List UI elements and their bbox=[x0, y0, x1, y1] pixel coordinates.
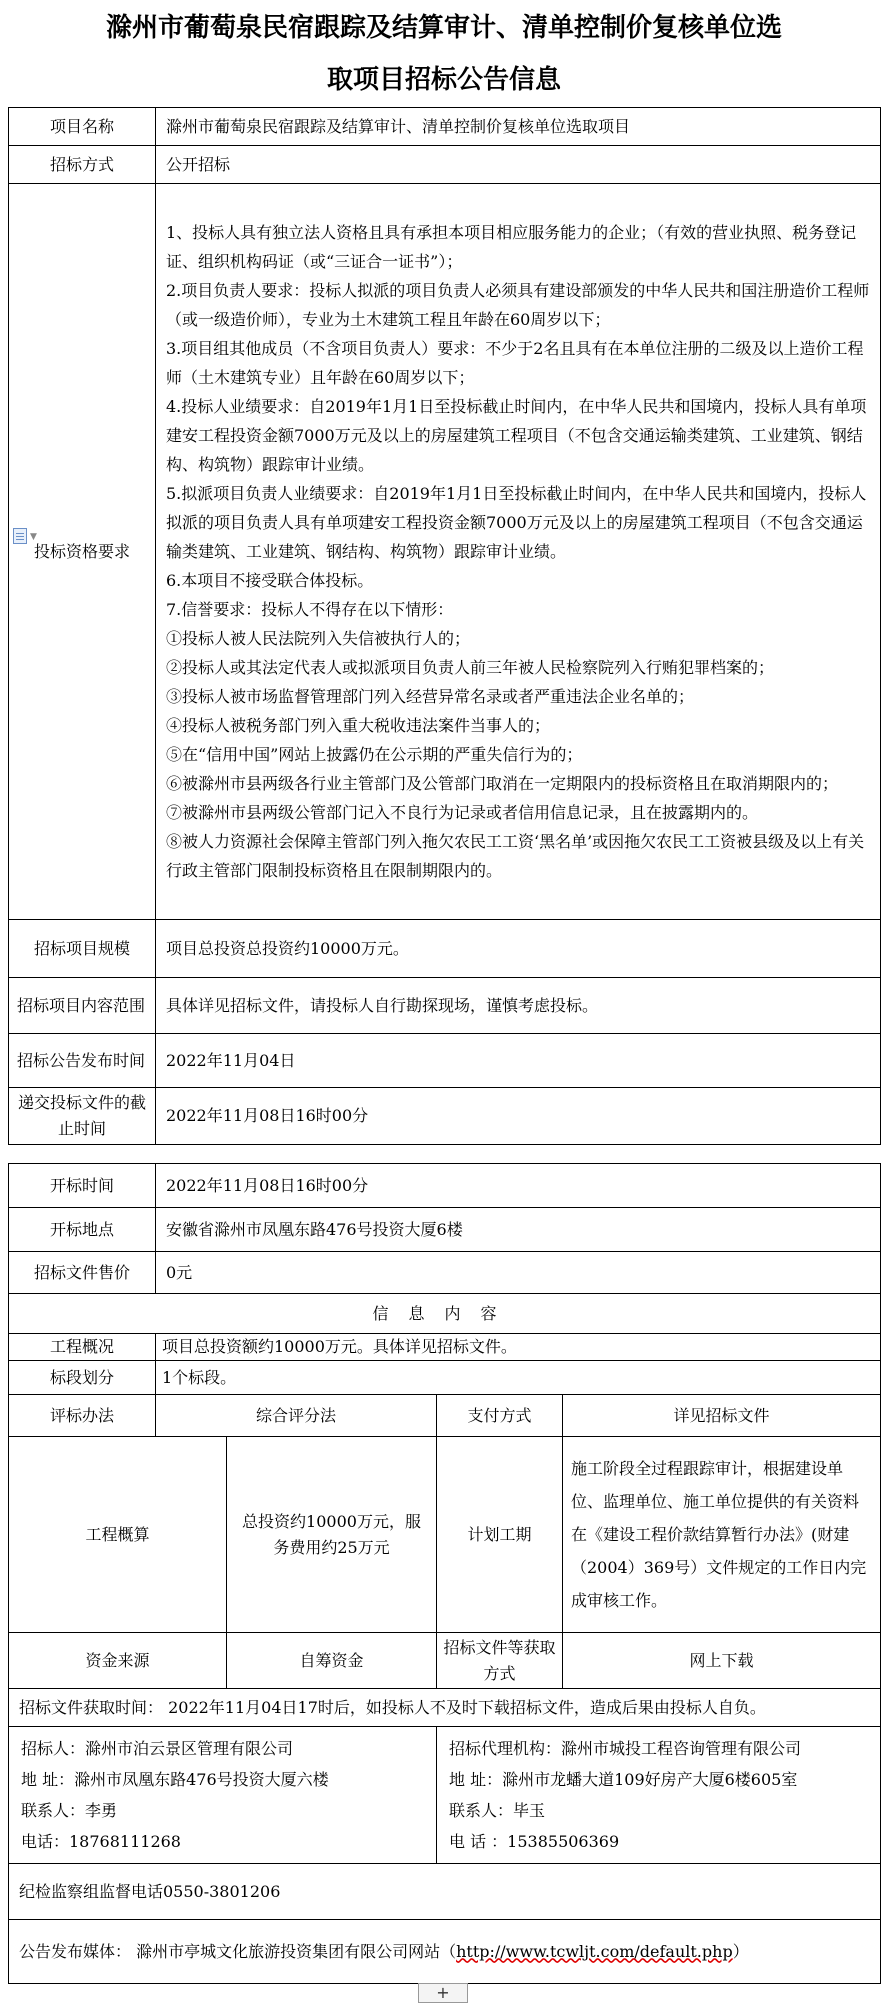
qual-item: 3.项目组其他成员（不含项目负责人）要求：不少于2名且具有在本单位注册的二级及以上造价工程师（土木建筑专业）且年龄在60周岁以下； bbox=[166, 339, 864, 387]
qual-item: ⑦被滁州市县两级公管部门记入不良行为记录或者信用信息记录，且在披露期内的。 bbox=[166, 803, 759, 822]
document-icon[interactable] bbox=[13, 528, 27, 544]
publish-time-label: 招标公告发布时间 bbox=[9, 1034, 156, 1088]
scope-label: 招标项目内容范围 bbox=[9, 978, 156, 1034]
method-label: 招标方式 bbox=[9, 146, 156, 184]
qualification-requirements bbox=[156, 184, 881, 920]
price-value: 0元 bbox=[156, 1252, 881, 1294]
qualification-label: 投标资格要求 bbox=[9, 184, 156, 920]
pay-label: 支付方式 bbox=[437, 1395, 563, 1437]
qual-item: ①投标人被人民法院列入失信被执行人的； bbox=[166, 629, 471, 648]
tenderer-phone: 电话：18768111268 bbox=[21, 1832, 181, 1851]
open-place-value: 安徽省滁州市凤凰东路476号投资大厦6楼 bbox=[156, 1208, 881, 1252]
fund-label: 资金来源 bbox=[9, 1633, 227, 1689]
supervision-phone: 纪检监察组监督电话0550-3801206 bbox=[9, 1864, 881, 1920]
scale-value: 项目总投资总投资约10000万元。 bbox=[156, 920, 881, 978]
qual-item: ③投标人被市场监督管理部门列入经营异常名录或者严重违法企业名单的； bbox=[166, 687, 695, 706]
tenderer-address: 地 址：滁州市凤凰东路476号投资大厦六楼 bbox=[21, 1770, 329, 1789]
tenderer-contact: 联系人：李勇 bbox=[21, 1801, 118, 1820]
title-line-1: 滁州市葡萄泉民宿跟踪及结算审计、清单控制价复核单位选 bbox=[105, 13, 782, 43]
opening-info-table bbox=[8, 1163, 881, 1984]
qual-item: 2.项目负责人要求：投标人拟派的项目负责人必须具有建设部颁发的中华人民共和国注册造价工程师（或一级造价师），专业为土木建筑工程且年龄在60周岁以下； bbox=[166, 281, 870, 329]
deadline-label: 递交投标文件的截止时间 bbox=[9, 1088, 156, 1145]
sections-value: 1个标段。 bbox=[156, 1361, 881, 1395]
qual-item: ⑤在“信用中国”网站上披露仍在公示期的严重失信行为的； bbox=[166, 745, 583, 764]
media-prefix: 公告发布媒体： 滁州市亭城文化旅游投资集团有限公司网站（ bbox=[19, 1941, 457, 1961]
overview-value: 项目总投资额约10000万元。具体详见招标文件。 bbox=[156, 1334, 881, 1361]
budget-value: 总投资约10000万元，服务费用约25万元 bbox=[227, 1437, 437, 1633]
qual-item: 1、投标人具有独立法人资格且具有承担本项目相应服务能力的企业；（有效的营业执照、税务登记证、组织机构码证（或“三证合一证书”）； bbox=[166, 223, 857, 271]
media-suffix: ） bbox=[732, 1941, 749, 1961]
scope-value: 具体详见招标文件，请投标人自行勘探现场，谨慎考虑投标。 bbox=[156, 978, 881, 1034]
schedule-label: 计划工期 bbox=[437, 1437, 563, 1633]
scale-label: 招标项目规模 bbox=[9, 920, 156, 978]
open-place-label: 开标地点 bbox=[9, 1208, 156, 1252]
sections-label: 标段划分 bbox=[9, 1361, 156, 1395]
fund-value: 自筹资金 bbox=[227, 1633, 437, 1689]
method-value: 公开招标 bbox=[156, 146, 881, 184]
qual-item: ④投标人被税务部门列入重大税收违法案件当事人的； bbox=[166, 716, 551, 735]
obtain-value: 网上下载 bbox=[563, 1633, 881, 1689]
info-content-header: 信息内容 bbox=[9, 1294, 881, 1334]
caret-down-icon[interactable]: ▼ bbox=[30, 532, 37, 542]
announcement-title bbox=[0, 0, 888, 106]
obtain-label: 招标文件等获取方式 bbox=[437, 1633, 563, 1689]
eval-label: 评标办法 bbox=[9, 1395, 156, 1437]
project-name-value: 滁州市葡萄泉民宿跟踪及结算审计、清单控制价复核单位选取项目 bbox=[156, 108, 881, 146]
expand-plus-button[interactable]: + bbox=[418, 1983, 468, 2003]
tenderer-info bbox=[9, 1727, 437, 1864]
open-time-value: 2022年11月08日16时00分 bbox=[156, 1164, 881, 1208]
project-name-label: 项目名称 bbox=[9, 108, 156, 146]
price-label: 招标文件售价 bbox=[9, 1252, 156, 1294]
agent-phone: 电 话 ：15385506369 bbox=[449, 1832, 620, 1851]
tenderer-name: 招标人：滁州市泊云景区管理有限公司 bbox=[21, 1739, 294, 1758]
qual-item: ②投标人或其法定代表人或拟派项目负责人前三年被人民检察院列入行贿犯罪档案的； bbox=[166, 658, 775, 677]
pay-value: 详见招标文件 bbox=[563, 1395, 881, 1437]
qual-item: 7.信誉要求：投标人不得存在以下情形： bbox=[166, 600, 454, 619]
overview-label: 工程概况 bbox=[9, 1334, 156, 1361]
qual-item: 6.本项目不接受联合体投标。 bbox=[166, 571, 374, 590]
media-url-link[interactable]: http://www.tcwljt.com/default.php bbox=[456, 1941, 733, 1961]
deadline-value: 2022年11月08日16时00分 bbox=[156, 1088, 881, 1145]
agent-name: 招标代理机构：滁州市城投工程咨询管理有限公司 bbox=[449, 1739, 802, 1758]
agent-address: 地 址：滁州市龙蟠大道109好房产大厦6楼605室 bbox=[449, 1770, 798, 1789]
agent-contact: 联系人：毕玉 bbox=[449, 1801, 546, 1820]
tender-info-table bbox=[8, 107, 881, 1145]
budget-label: 工程概算 bbox=[9, 1437, 227, 1633]
open-time-label: 开标时间 bbox=[9, 1164, 156, 1208]
eval-value: 综合评分法 bbox=[156, 1395, 437, 1437]
publish-media bbox=[9, 1920, 881, 1984]
agent-info bbox=[437, 1727, 881, 1864]
qual-item: 4.投标人业绩要求：自2019年1月1日至投标截止时间内，在中华人民共和国境内，投标人具有单项建安工程投资金额7000万元及以上的房屋建筑工程项目（不包含交通运输类建筑、工业建筑、钢结构、构筑物）跟踪审计业绩。 bbox=[166, 397, 867, 474]
obtain-time: 招标文件获取时间： 2022年11月04日17时后，如投标人不及时下载招标文件，造成后果由投标人自负。 bbox=[9, 1689, 881, 1727]
qual-item: ⑧被人力资源社会保障主管部门列入拖欠农民工工资‘黑名单’或因拖欠农民工工资被县级及以上有关行政主管部门限制投标资格且在限制期限内的。 bbox=[166, 832, 865, 880]
qual-item: 5.拟派项目负责人业绩要求：自2019年1月1日至投标截止时间内，在中华人民共和国境内，投标人拟派的项目负责人具有单项建安工程投资金额7000万元及以上的房屋建筑工程项目（不包含交通运输类建筑、工业建筑、钢结构、构筑物）跟踪审计业绩。 bbox=[166, 484, 867, 561]
title-line-2: 取项目招标公告信息 bbox=[326, 65, 561, 95]
qual-item: ⑥被滁州市县两级各行业主管部门及公管部门取消在一定期限内的投标资格且在取消期限内的； bbox=[166, 774, 839, 793]
publish-time-value: 2022年11月04日 bbox=[156, 1034, 881, 1088]
schedule-value: 施工阶段全过程跟踪审计，根据建设单位、监理单位、施工单位提供的有关资料在《建设工程价款结算暂行办法》(财建（2004）369号）文件规定的工作日内完成审核工作。 bbox=[563, 1437, 881, 1633]
